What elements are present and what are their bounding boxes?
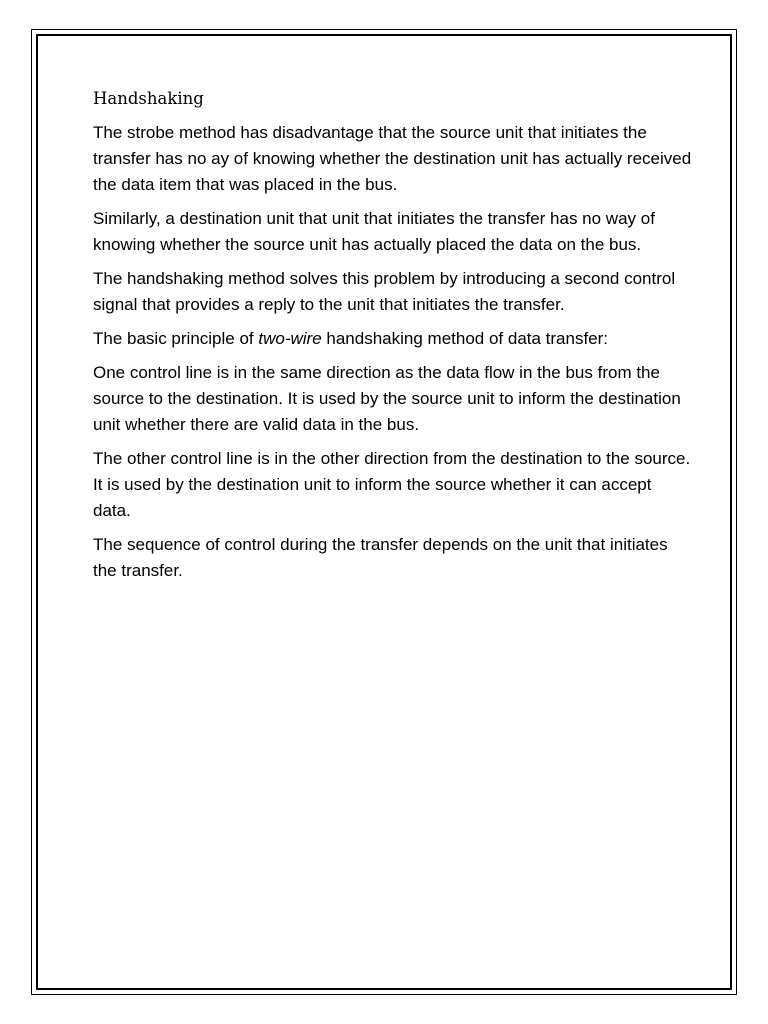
paragraph-sequence-of-control: The sequence of control during the transfer depends on the unit that initiates the transfer. [93,535,668,580]
paragraph-handshaking-solution: The handshaking method solves this problem by introducing a second control signal that provides a reply to the unit that initiates the transfer. [93,269,676,314]
paragraph-destination-unit: Similarly, a destination unit that unit that initiates the transfer has no way of knowing whether the source unit has actually placed the data on the bus. [93,209,655,254]
paragraph-strobe-disadvantage: The strobe method has disadvantage that the source unit that initiates the transfer has no ay of knowing whether the destination unit has actually received the data item that was placed in the bus. [93,123,692,194]
section-heading: Handshaking [93,89,204,108]
basic-principle-text-before: The basic principle of [93,329,259,348]
basic-principle-text-after: handshaking method of data transfer: [321,329,609,348]
paragraph-other-control-line: The other control line is in the other direction from the destination to the source. It is used by the destination unit to inform the source whether it can accept data. [93,449,691,520]
paragraph-first-control-line: One control line is in the same direction as the data flow in the bus from the source to the destination. It is used by the source unit to inform the destination unit whether there are valid data in the bus. [93,363,681,434]
two-wire-emphasis: two-wire [258,329,322,348]
document-body [93,86,693,592]
paragraph-basic-principle [93,326,693,352]
